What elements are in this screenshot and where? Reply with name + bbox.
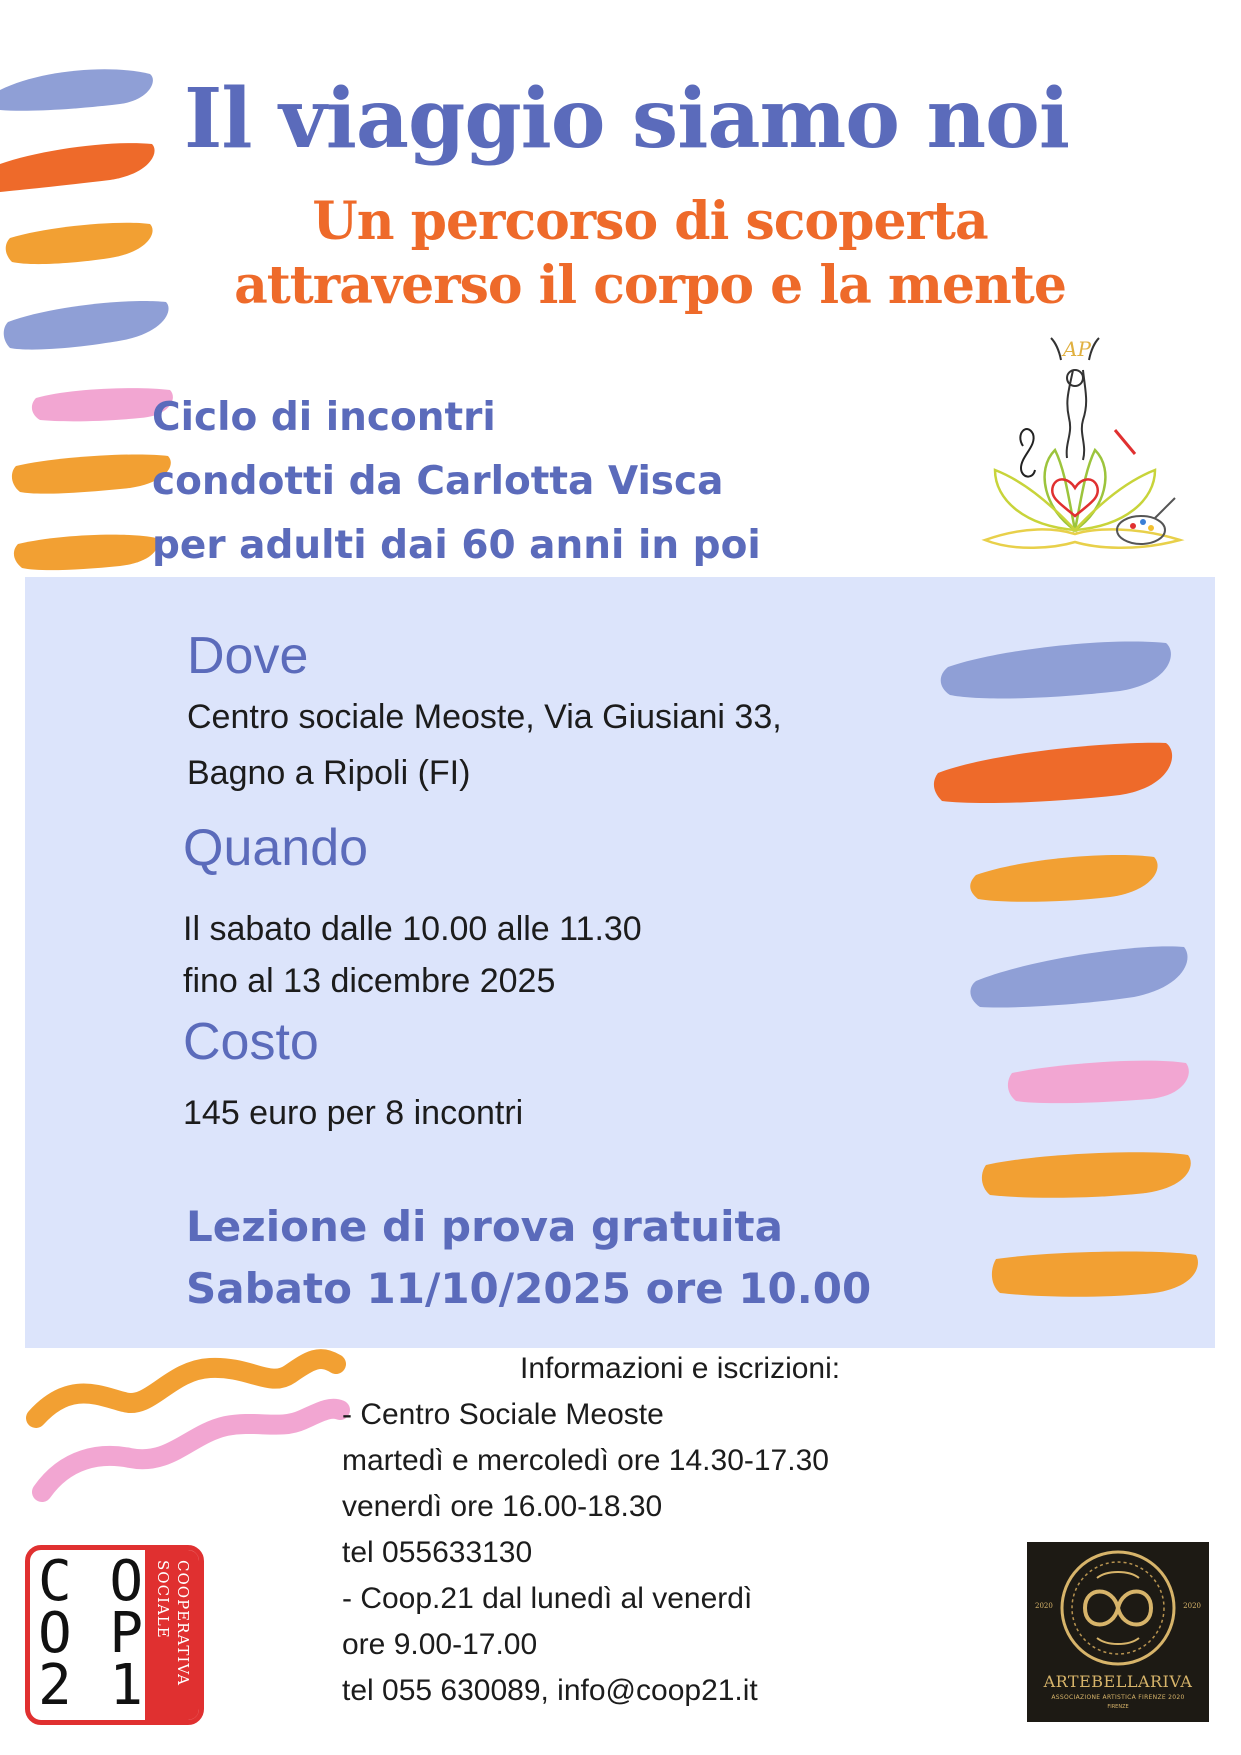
contact-line: - Centro Sociale Meoste bbox=[342, 1398, 664, 1431]
brush-stroke-orange-r2 bbox=[982, 1152, 1191, 1198]
wave-orange bbox=[36, 1359, 336, 1418]
brush-stroke-orange-r1 bbox=[970, 855, 1157, 902]
contact-line: venerdì ore 16.00-18.30 bbox=[342, 1490, 663, 1523]
wave-pink bbox=[42, 1409, 340, 1492]
artebellariva-year-right: 2020 bbox=[1183, 1602, 1201, 1610]
when-line-1: Il sabato dalle 10.00 alle 11.30 bbox=[183, 910, 642, 948]
brush-stroke-orange-1 bbox=[6, 223, 153, 264]
subtitle-line-1: Un percorso di scoperta bbox=[312, 191, 988, 252]
artebellariva-year-left: 2020 bbox=[1035, 1602, 1053, 1610]
page-title: Il viaggio siamo noi bbox=[184, 71, 1069, 167]
where-heading: Dove bbox=[187, 627, 309, 685]
decorative-brush-strokes-right bbox=[930, 625, 1210, 1325]
cost-line: 145 euro per 8 incontri bbox=[183, 1094, 524, 1132]
ap-monogram: AP bbox=[1063, 337, 1091, 361]
contact-line: martedì e mercoledì ore 14.30-17.30 bbox=[342, 1444, 829, 1477]
coop21-tagline: COOPERATIVA SOCIALE bbox=[154, 1560, 192, 1686]
artebellariva-logo bbox=[1027, 1542, 1209, 1722]
cost-heading: Costo bbox=[183, 1013, 319, 1071]
intro-line-3: per adulti dai 60 anni in poi bbox=[152, 523, 761, 568]
brush-stroke-orange-3 bbox=[14, 535, 158, 571]
coop21-logo-letters: C O O P 2 1 bbox=[38, 1549, 146, 1718]
brush-stroke-periwinkle-r2 bbox=[970, 946, 1187, 1007]
intro-line-1: Ciclo di incontri bbox=[152, 395, 496, 440]
where-address-line-1: Centro sociale Meoste, Via Giusiani 33, bbox=[187, 698, 782, 736]
brush-stroke-orange-red-r bbox=[934, 743, 1172, 803]
contact-line: ore 9.00-17.00 bbox=[342, 1628, 538, 1661]
where-address-line-2: Bagno a Ripoli (FI) bbox=[187, 754, 471, 792]
trial-lesson-title: Lezione di prova gratuita bbox=[186, 1202, 783, 1251]
decorative-wavy-lines bbox=[20, 1340, 350, 1510]
trial-lesson-date: Sabato 11/10/2025 ore 10.00 bbox=[186, 1264, 872, 1313]
artebellariva-city: FIRENZE bbox=[1107, 1704, 1129, 1710]
artebellariva-name: ARTEBELLARIVA bbox=[1043, 1672, 1193, 1691]
brush-stroke-orange-2 bbox=[12, 454, 171, 493]
lotus-figure-illustration bbox=[965, 330, 1190, 570]
intro-line-2: condotti da Carlotta Visca bbox=[152, 459, 724, 504]
contact-email-line: tel 055 630089, info@coop21.it bbox=[342, 1674, 758, 1707]
brush-stroke-periwinkle-r1 bbox=[941, 641, 1171, 698]
contact-line: tel 055633130 bbox=[342, 1536, 533, 1569]
brush-stroke-pink-r bbox=[1008, 1061, 1189, 1104]
brush-stroke-orange-r3 bbox=[992, 1252, 1198, 1297]
brush-stroke-periwinkle-1 bbox=[0, 69, 153, 111]
when-line-2: fino al 13 dicembre 2025 bbox=[183, 962, 556, 1000]
subtitle-line-2: attraverso il corpo e la mente bbox=[234, 255, 1066, 316]
brush-stroke-periwinkle-2 bbox=[4, 301, 169, 350]
contacts-heading: Informazioni e iscrizioni: bbox=[520, 1352, 841, 1385]
coop21-logo bbox=[25, 1545, 204, 1725]
brush-stroke-orange-red bbox=[0, 143, 155, 192]
when-heading: Quando bbox=[183, 819, 369, 877]
contact-line: - Coop.21 dal lunedì al venerdì bbox=[342, 1582, 753, 1615]
artebellariva-emblem bbox=[1027, 1542, 1209, 1672]
artebellariva-subtitle: ASSOCIAZIONE ARTISTICA FIRENZE 2020 bbox=[1051, 1694, 1185, 1701]
